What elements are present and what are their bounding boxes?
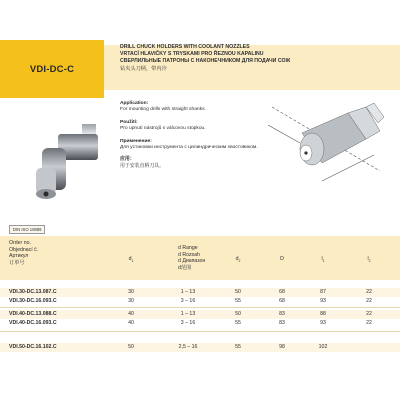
cell-l2: 22 [366,311,372,317]
cell-l1: 102 [318,344,328,350]
standard-badge: DIN ISO 10889 [9,225,45,234]
cell-range: 3 – 16 [180,320,196,326]
header-order-no: Order no. Objednací č. Артикул 订单号 [9,240,39,266]
cell-D: 83 [279,311,285,317]
table-row-bg [0,343,400,352]
cell-code: VDI.40-DC.16.093.C [9,320,57,326]
drill-chuck-holder-image [22,120,114,202]
cell-code: VDI.40-DC.13.088.C [9,311,57,317]
cell-l1: 93 [320,320,326,326]
cell-d1: 50 [128,344,134,350]
application-text-cn: 用于安装直柄刀具。 [120,163,165,169]
table-row-bg [0,310,400,319]
cell-d2: 55 [235,344,241,350]
cell-l2: 22 [366,298,372,304]
header-l1: $l_1$ [321,256,325,264]
table-row-bg [0,288,400,297]
table-row-bg [0,297,400,306]
cell-D: 68 [279,289,285,295]
cell-D: 83 [279,320,285,326]
cell-code: VDI.50-DC.16.102.C [9,344,57,350]
cell-l2: 22 [366,320,372,326]
application-label-cn: 应用： [120,157,135,163]
cell-d1: 30 [128,289,134,295]
table-row-bg [0,319,400,328]
cell-d1: 30 [128,298,134,304]
application-label-en: Application: [120,101,149,106]
header-range: d Range d Rozsah d Диапазон d范围 [178,245,206,271]
cell-range: 1 – 13 [180,311,196,317]
cell-l2: 22 [366,289,372,295]
product-code: VDI-DC-C [29,63,75,75]
cell-code: VDI.30-DC.16.093.C [9,298,57,304]
header-l2: $l_2$ [367,256,371,264]
title-ru: СВЕРЛИЛЬНЫЕ ПАТРОНЫ С НАКОНЕЧНИКОМ ДЛЯ ПОДАЧИ СОЖ [120,58,291,65]
cell-d1: 40 [128,311,134,317]
group-separator [0,307,400,308]
application-text-ru: Для установки инструмента с цилиндрическим хвостовиком. [120,145,258,151]
technical-drawing [262,95,392,190]
cell-code: VDI.30-DC.13.087.C [9,289,57,295]
cell-range: 2,5 – 16 [178,344,198,350]
group-separator [0,331,400,332]
application-text-cz: Pro upnutí nástrojů s válcovou stopkou. [120,126,206,132]
cell-d2: 50 [235,289,241,295]
application-text-en: For mounting drills with straight shanks. [120,107,206,113]
cell-d2: 50 [235,311,241,317]
product-code-box [0,40,104,98]
title-cn: 钻夹头刀柄，带内冷 [120,65,167,72]
cell-d2: 55 [235,320,241,326]
cell-l1: 87 [320,289,326,295]
cell-l1: 88 [320,311,326,317]
cell-D: 68 [279,298,285,304]
title-en: DRILL CHUCK HOLDERS WITH COOLANT NOZZLES [120,44,250,50]
cell-range: 1 – 13 [180,289,196,295]
application-label-cz: Použití: [120,119,138,125]
cell-d1: 40 [128,320,134,326]
application-text [120,101,260,170]
cell-D: 98 [279,344,285,350]
cell-d2: 55 [235,298,241,304]
application-label-ru: Применение: [120,138,152,144]
header-d2: $d_2$ [235,256,241,264]
header-D: D [280,256,284,262]
product-titles [120,44,390,73]
cell-range: 3 – 16 [180,298,196,304]
cell-l1: 93 [320,298,326,304]
title-cz: VRTACÍ HLAVIČKY S TRYSKAMI PRO ŘEZNOU KAPALINU [120,51,264,58]
header-d1: $d_1$ [128,256,134,264]
